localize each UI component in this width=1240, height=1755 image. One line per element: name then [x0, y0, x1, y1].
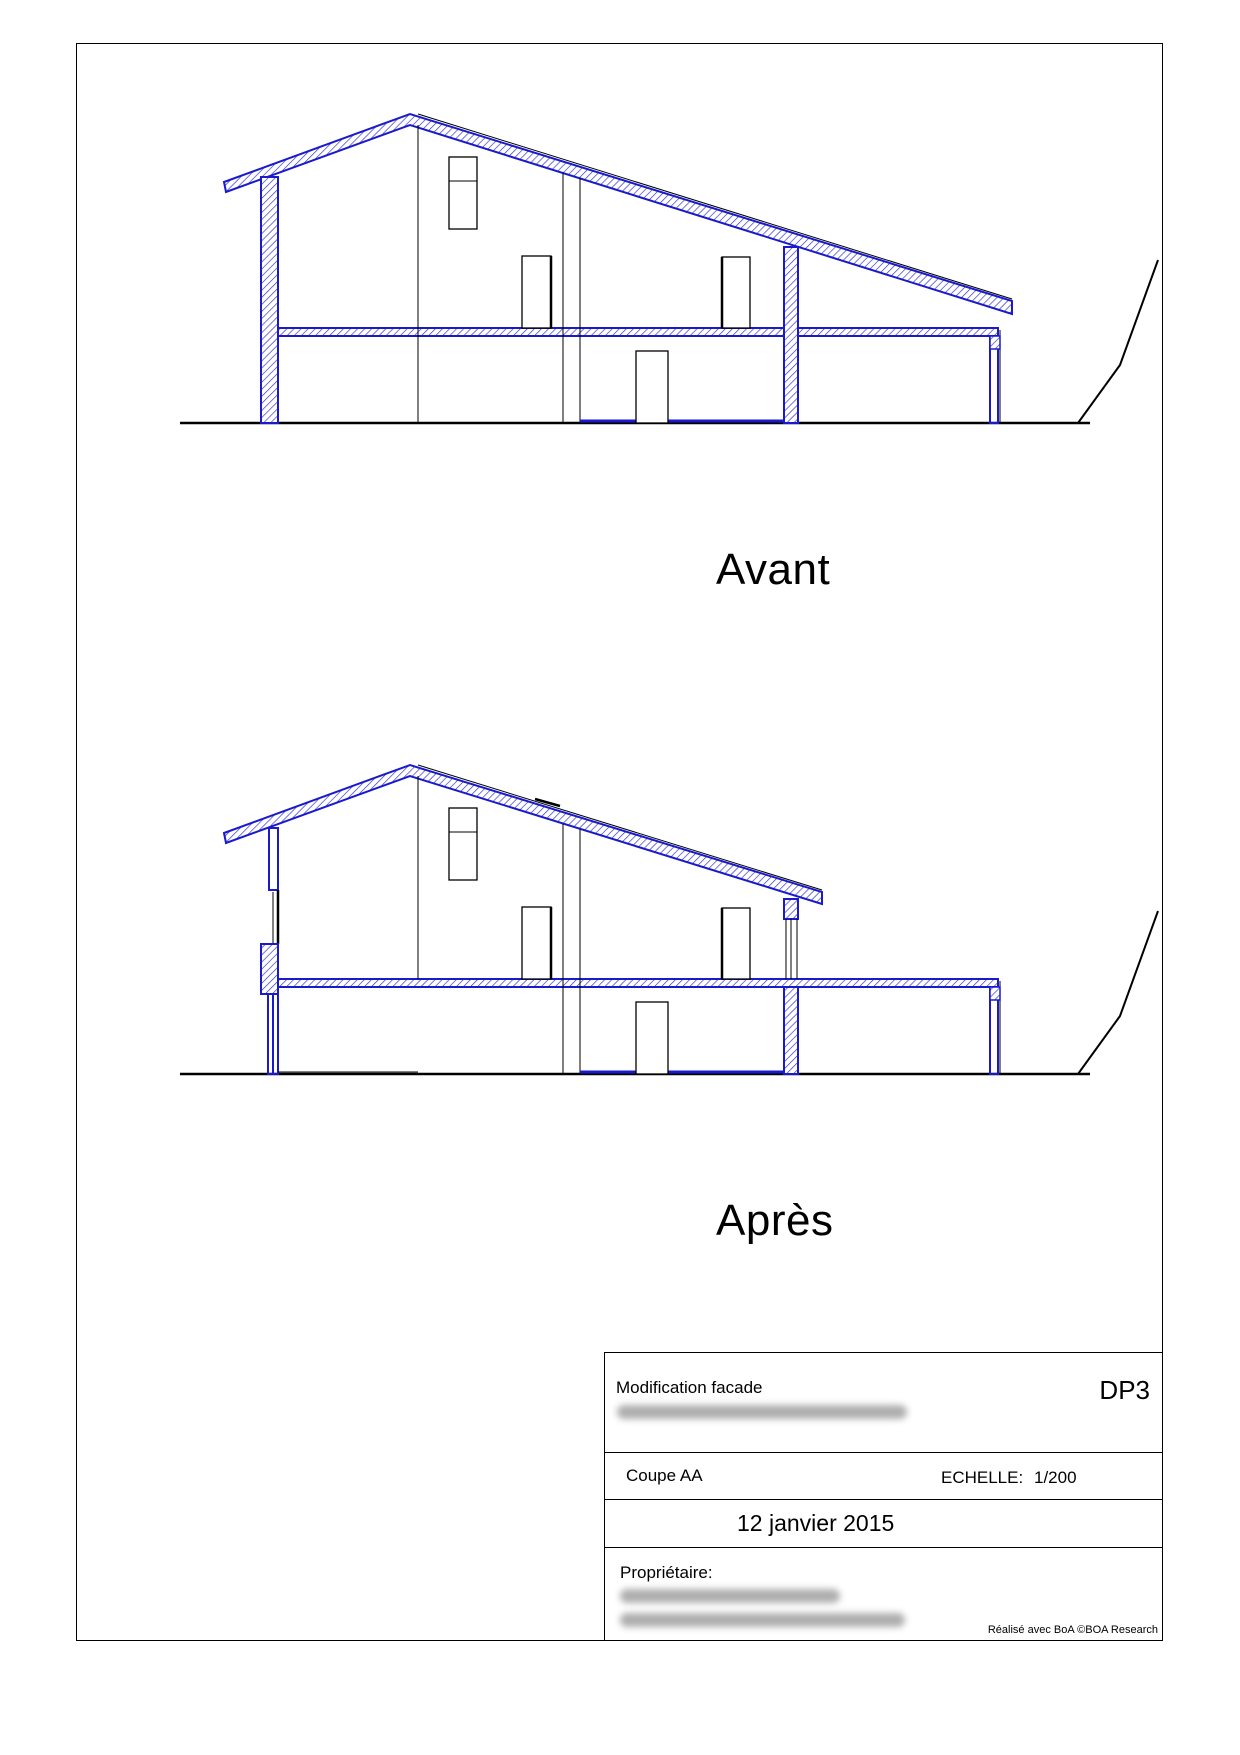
software-credit: Réalisé avec BoA ©BOA Research — [987, 1624, 1158, 1636]
door — [522, 907, 551, 979]
section-after — [180, 765, 1158, 1074]
roof — [224, 114, 1012, 314]
title-block-row-owner — [605, 1547, 1162, 1640]
terrain-line — [1078, 911, 1158, 1074]
title-block — [604, 1352, 1163, 1641]
title-block-row-date — [605, 1499, 1162, 1548]
redacted-owner-address — [620, 1613, 905, 1627]
roof — [224, 765, 822, 904]
sheet-id: DP3 — [1099, 1375, 1150, 1405]
title-block-row-view — [605, 1452, 1162, 1500]
redacted-address — [617, 1405, 907, 1419]
window — [449, 808, 477, 880]
left-wall — [261, 177, 278, 423]
floor-slab — [278, 328, 998, 336]
redacted-owner-name — [620, 1589, 840, 1603]
section-before — [180, 114, 1158, 423]
terrain-line — [1078, 260, 1158, 423]
left-wall-pier — [261, 944, 278, 994]
door — [636, 351, 668, 423]
door — [722, 257, 750, 328]
end-post-cap — [990, 987, 1000, 1000]
roof-top-edge — [418, 114, 1012, 299]
end-post-cap — [990, 336, 1000, 349]
right-wall — [784, 987, 798, 1074]
right-wall — [784, 247, 798, 423]
project-title: Modification facade — [616, 1378, 763, 1397]
door — [636, 1002, 668, 1074]
caption-before: Avant — [716, 545, 831, 594]
floor-slab — [278, 979, 998, 987]
title-block-row-project — [605, 1353, 1162, 1453]
roof-top-edge — [418, 765, 822, 890]
door — [522, 256, 551, 328]
view-name: Coupe AA — [626, 1466, 703, 1485]
owner-label: Propriétaire: — [620, 1563, 713, 1582]
date: 12 janvier 2015 — [737, 1510, 895, 1536]
right-wall-lintel — [784, 899, 798, 919]
caption-after: Après — [716, 1196, 834, 1245]
door — [722, 908, 750, 979]
left-wall-upper — [269, 828, 278, 890]
scale-label: ECHELLE: — [941, 1468, 1024, 1487]
scale-value: 1/200 — [1034, 1468, 1077, 1487]
window — [449, 157, 477, 229]
